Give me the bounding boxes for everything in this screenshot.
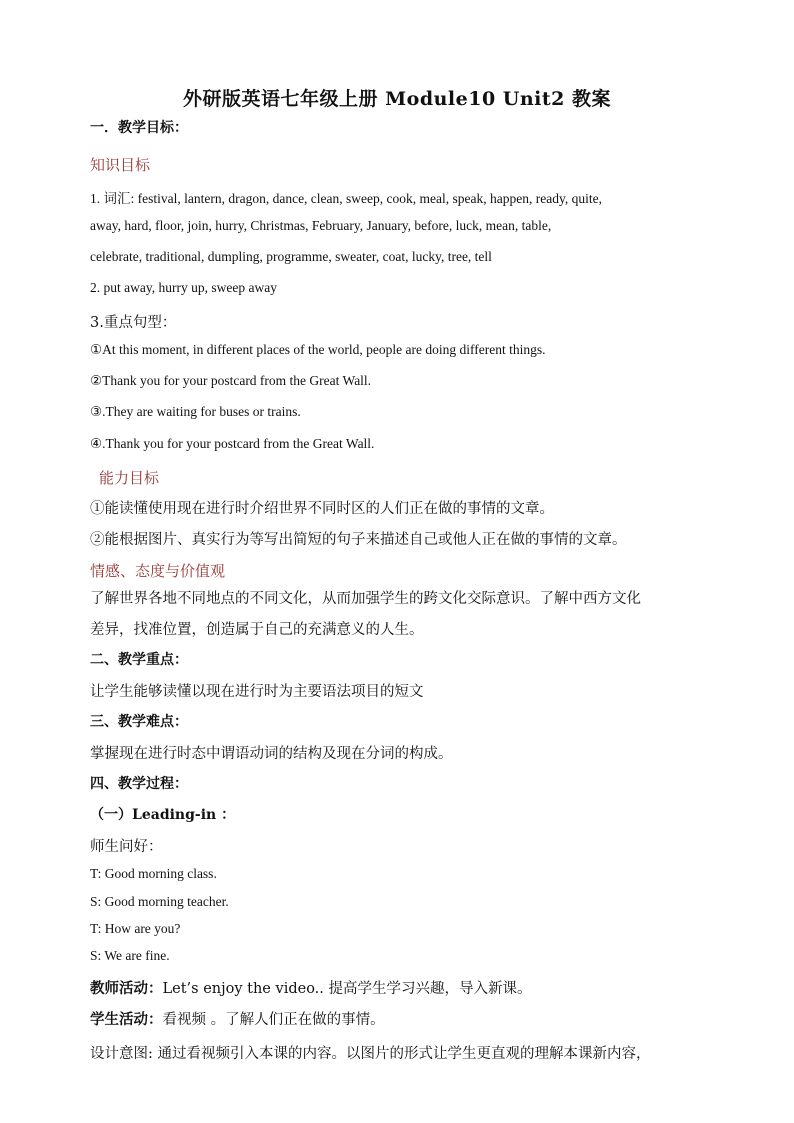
ability-goals-heading: 能力目标: [99, 469, 160, 487]
emotion-text-line-1: 了解世界各地不同地点的不同文化，从而加强学生的跨文化交际意识。了解中西方文化: [90, 591, 641, 607]
sentences-heading: 3.重点句型：: [90, 315, 177, 331]
emotion-text-line-2: 差异，找准位置，创造属于自己的充满意义的人生。: [90, 622, 424, 638]
student-activity: [90, 1008, 385, 1029]
vocab-line-3: celebrate, traditional, dumpling, programme, sweater, coat, lucky, tree, tell: [90, 249, 492, 264]
vocab-line-2: away, hard, floor, join, hurry, Christmas, February, January, before, luck, mean, table,: [90, 218, 552, 233]
vocab-line-1: 1. 词汇: festival, lantern, dragon, dance, clean, sweep, cook, meal, speak, happen, ready, quite,: [90, 191, 602, 206]
leading-in-heading: （一）Leading-in ：: [90, 807, 236, 823]
section2-text: 让学生能够读懂以现在进行时为主要语法项目的短文: [90, 684, 424, 700]
greeting-heading: 师生问好：: [90, 839, 163, 855]
student-activity-label: 学生活动：: [90, 1011, 163, 1028]
section2-heading: 二、教学重点：: [90, 652, 188, 668]
emotion-goals-heading: 情感、态度与价值观: [90, 562, 226, 580]
teacher-activity-label: 教师活动：: [90, 980, 163, 997]
section3-text: 掌握现在进行时态中谓语动词的结构及现在分词的构成。: [90, 746, 453, 762]
sentence-item: ④.Thank you for your postcard from the Great Wall.: [90, 436, 375, 451]
dialogue-line: T: Good morning class.: [90, 866, 217, 881]
document-title: 外研版英语七年级上册 Module10 Unit2 教案: [183, 88, 611, 110]
section4-heading: 四、教学过程：: [90, 776, 188, 792]
dialogue-line: S: We are fine.: [90, 948, 170, 963]
ability-item: ①能读懂使用现在进行时介绍世界不同时区的人们正在做的事情的文章。: [90, 501, 554, 517]
ability-item: ②能根据图片、真实行为等写出简短的句子来描述自己或他人正在做的事情的文章。: [90, 532, 627, 548]
sentence-item: ①At this moment, in different places of the world, people are doing different things.: [90, 342, 546, 357]
design-intent-text: 设计意图: 通过看视频引入本课的内容。以图片的形式让学生更直观的理解本课新内容，: [90, 1046, 651, 1062]
phrases-line: 2. put away, hurry up, sweep away: [90, 280, 277, 295]
student-activity-text: 看视频 。了解人们正在做的事情。: [162, 1012, 385, 1028]
dialogue-line: S: Good morning teacher.: [90, 894, 229, 909]
teacher-activity: [90, 977, 532, 998]
sentence-item: ③.They are waiting for buses or trains.: [90, 404, 301, 419]
sentence-item: ②Thank you for your postcard from the Great Wall.: [90, 373, 372, 388]
section1-heading: 一．教学目标：: [90, 120, 188, 136]
knowledge-goals-heading: 知识目标: [90, 156, 151, 174]
section3-heading: 三、教学难点：: [90, 714, 188, 730]
teacher-activity-text: Let’s enjoy the video.. 提高学生学习兴趣，导入新课。: [162, 981, 532, 997]
dialogue-line: T: How are you?: [90, 921, 181, 936]
